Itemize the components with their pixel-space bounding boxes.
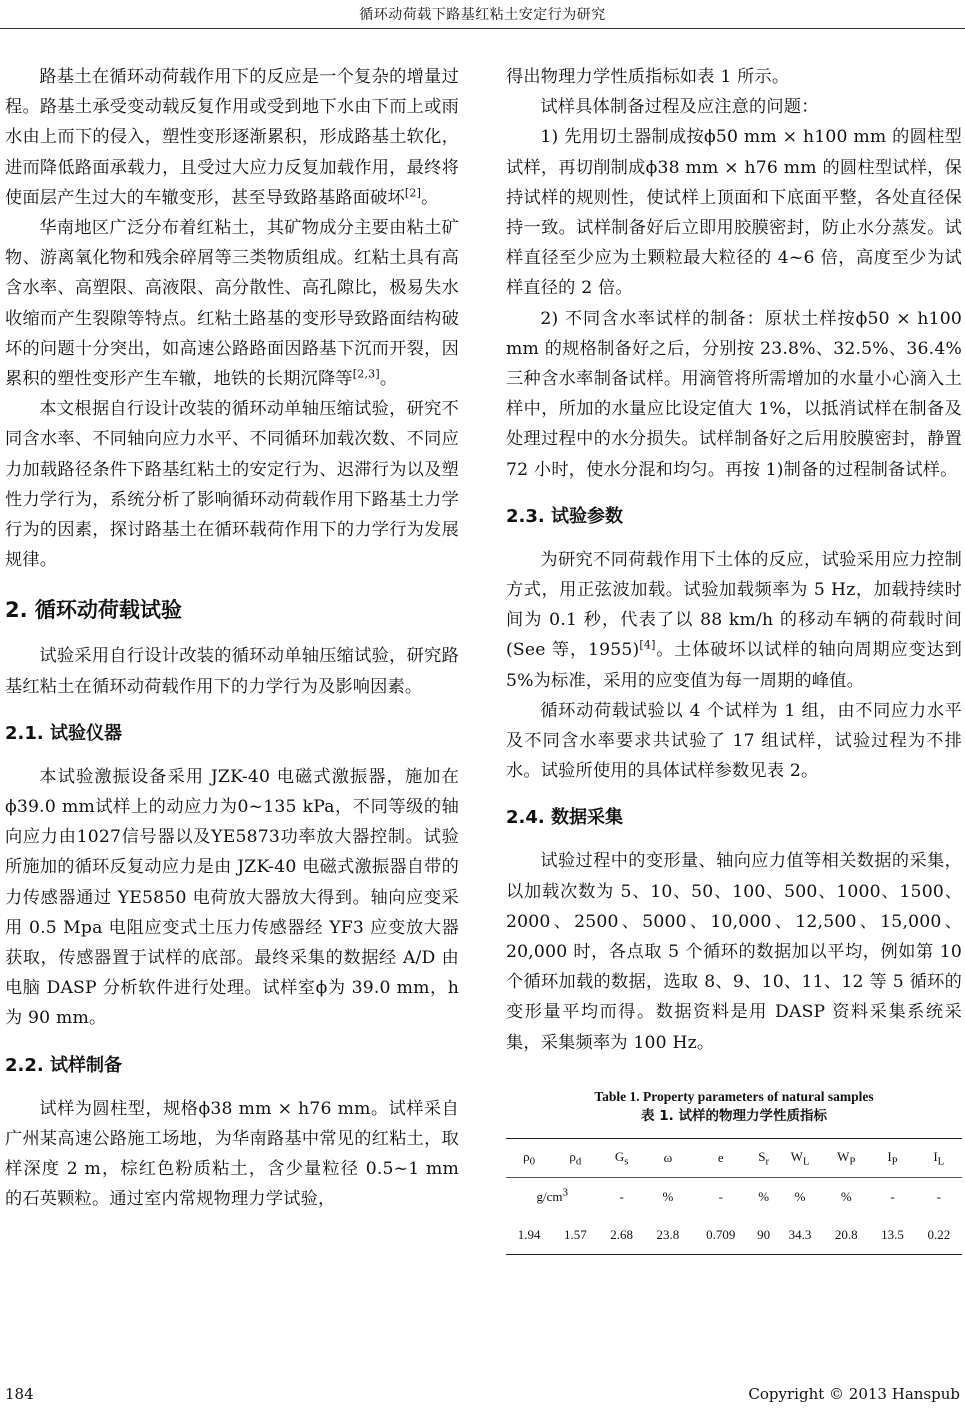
table-header-row [506, 1138, 962, 1177]
unit-cell: % [794, 1188, 806, 1204]
paragraph-prep-step-1: 1) 先用切土器制成按ϕ50 mm × h100 mm 的圆柱型试样，再切削制成ϕ38 mm × h76 mm 的圆柱型试样，保持试样的规则性，使试样上顶面和下底面平整，各处直径保持一致。试样制备好后立即用胶膜密封，防止水分蒸发。试样直径至少应为土颗粒最大粒径的 4~6 倍，高度至少为试样直径的 2 倍。 [506, 127, 962, 299]
page-number: 184 [5, 1385, 34, 1403]
value-cell: 90 [750, 1216, 776, 1255]
table-1 [506, 1088, 962, 1255]
table-caption-en: Table 1. Property parameters of natural samples [594, 1088, 874, 1104]
paragraph-sample-prep: 试样为圆柱型，规格ϕ38 mm × h76 mm。试样采自广州某高速公路施工场地，为华南路基中常见的红粘土，取样深度 2 m，棕红色粉质粘土，含少量粒径 0.5~1 mm 的石英颗粒。通过室内常规物理力学试验， [5, 1098, 459, 1210]
section-heading-2-1: 2.1. 试验仪器 [5, 722, 122, 744]
paragraph-intro-2: 华南地区广泛分布着红粘土，其矿物成分主要由粘土矿物、游离氧化物和残余碎屑等三类物质组成。红粘土具有高含水率、高塑限、高液限、高分散性、高孔隙比，极易失水收缩而产生裂隙等特点。红粘土路基的变形导致路面结构破坏的问题十分突出，如高速公路路面因路基下沉而开裂，因累积的塑性变形产生车辙，地铁的长期沉降等[2,3]。 [5, 218, 459, 390]
value-cell: 23.8 [645, 1216, 691, 1255]
table-values-row [506, 1216, 962, 1255]
header-cell: $S_r$ [750, 1138, 776, 1177]
unit-cell: - [619, 1188, 624, 1204]
paragraph-data-collection: 试验过程中的变形量、轴向应力值等相关数据的采集，以加载次数为 5、10、50、100、500、1000、1500、2000、2500、5000、10,000、12,500、15,000、20,000 时，各点取 5 个循环的数据加以平均，例如第 10 个循环加载的数据，选取 8、9、10、11、12 等 5 循环的变形量平均而得。数据资料是用 DASP 资料采集系统采集，采集频率为 100 Hz。 [506, 851, 962, 1053]
unit-cell: - [936, 1188, 941, 1204]
unit-cell: % [662, 1188, 674, 1204]
right-column [506, 62, 962, 1255]
value-cell: 0.22 [916, 1216, 962, 1255]
paragraph-test-params: 为研究不同荷载作用下土体的反应，试验采用应力控制方式，用正弦波加载。试验加载频率为 5 Hz，加载持续时间为 0.1 秒，代表了以 88 km/h 的移动车辆的荷载时间(See 等，1955)[4]。土体破坏以试样的轴向周期应变达到 5%为标准，采用的应变值为每一周期的峰值。 [506, 549, 962, 691]
value-cell: 20.8 [823, 1216, 869, 1255]
header-cell: $G_s$ [599, 1138, 645, 1177]
unit-cell: $g/cm^3$ [536, 1186, 568, 1204]
citation-ref[interactable]: [4] [639, 638, 656, 652]
header-cell: e [691, 1138, 750, 1177]
unit-cell: % [758, 1188, 770, 1204]
section-heading-2-2: 2.2. 试样制备 [5, 1054, 122, 1076]
header-cell: $W_P$ [823, 1138, 869, 1177]
paragraph-continued: 得出物理力学性质指标如表 1 所示。 [506, 67, 790, 87]
copyright-notice: Copyright © 2013 Hanspub [748, 1385, 960, 1403]
value-cell: 0.709 [691, 1216, 750, 1255]
header-cell: $I_P$ [869, 1138, 915, 1177]
value-cell: 2.68 [599, 1216, 645, 1255]
header-cell: $\rho_d$ [552, 1138, 598, 1177]
citation-ref[interactable]: [2] [404, 186, 422, 200]
header-cell: $\rho_0$ [506, 1138, 552, 1177]
table-caption-zh: 表 1. 试样的物理力学性质指标 [641, 1107, 827, 1124]
paragraph-test-groups: 循环动荷载试验以 4 个试样为 1 组，由不同应力水平及不同含水率要求共试验了 17 组试样，试验过程为不排水。试验所使用的具体试样参数见表 2。 [506, 700, 962, 782]
unit-cell: - [890, 1188, 895, 1204]
citation-ref[interactable]: [2,3] [352, 367, 380, 381]
section-heading-2-4: 2.4. 数据采集 [506, 807, 623, 829]
paragraph-instruments: 本试验激振设备采用 JZK-40 电磁式激振器，施加在ϕ39.0 mm试样上的动应力为0~135 kPa，不同等级的轴向应力由1027信号器以及YE5873功率放大器控制。试验所施加的循环反复动应力是由 JZK-40 电磁式激振器自带的力传感器通过 YE5850 电荷放大器放大得到。轴向应变采用 0.5 Mpa 电阻应变式土压力传感器经 YF3 应变放大器获取，传感器置于试样的底部。最终采集的数据经 A/D 由电脑 DASP 分析软件进行处理。试样室ϕ为 39.0 mm，h 为 90 mm。 [5, 766, 459, 1029]
paragraph-sec2: 试验采用自行设计改装的循环动单轴压缩试验，研究路基红粘土在循环动荷载作用下的力学行为及影响因素。 [5, 646, 459, 697]
left-column [5, 62, 459, 1215]
value-cell: 13.5 [869, 1216, 915, 1255]
header-cell: ω [645, 1138, 691, 1177]
paragraph-intro-3: 本文根据自行设计改装的循环动单轴压缩试验，研究不同含水率、不同轴向应力水平、不同循环加载次数、不同应力加载路径条件下路基红粘土的安定行为、迟滞行为以及塑性力学行为，系统分析了影响循环动荷载作用下路基土力学行为的因素，探讨路基土在循环载荷作用下的力学行为发展规律。 [5, 399, 459, 571]
section-heading-2: 2. 循环动荷载试验 [5, 598, 182, 623]
value-cell: 1.94 [506, 1216, 552, 1255]
unit-cell: % [840, 1188, 852, 1204]
header-cell: $W_L$ [777, 1138, 823, 1177]
paragraph-prep-step-2: 2) 不同含水率试样的制备：原状土样按ϕ50 × h100 mm 的规格制备好之后，分别按 23.8%、32.5%、36.4%三种含水率制备试样。用滴管将所需增加的水量小心滴入土样中，所加的水量应比设定值大 1%，以抵消试样在制备及处理过程中的水分损失。试样制备好之后用胶膜密封，静置 72 小时，使水分混和均匀。再按 1)制备的过程制备试样。 [506, 308, 962, 480]
header-rule [0, 28, 965, 29]
value-cell: 1.57 [552, 1216, 598, 1255]
running-header: 循环动荷载下路基红粘土安定行为研究 [359, 7, 606, 23]
table-units-row [506, 1177, 962, 1216]
section-heading-2-3: 2.3. 试验参数 [506, 505, 623, 527]
paragraph-prep-intro: 试样具体制备过程及应注意的问题： [540, 97, 819, 118]
header-cell: $I_L$ [916, 1138, 962, 1177]
unit-cell: - [718, 1188, 723, 1204]
value-cell: 34.3 [777, 1216, 823, 1255]
paragraph-intro-1: 路基土在循环动荷载作用下的反应是一个复杂的增量过程。路基土承受变动载反复作用或受到地下水由下而上或雨水由上而下的侵入，塑性变形逐渐累积，形成路基土软化，进而降低路面承载力，且受过大应力反复加载作用，最终将使面层产生过大的车辙变形，甚至导致路基路面破坏[2]。 [5, 67, 459, 208]
property-table [506, 1138, 962, 1255]
